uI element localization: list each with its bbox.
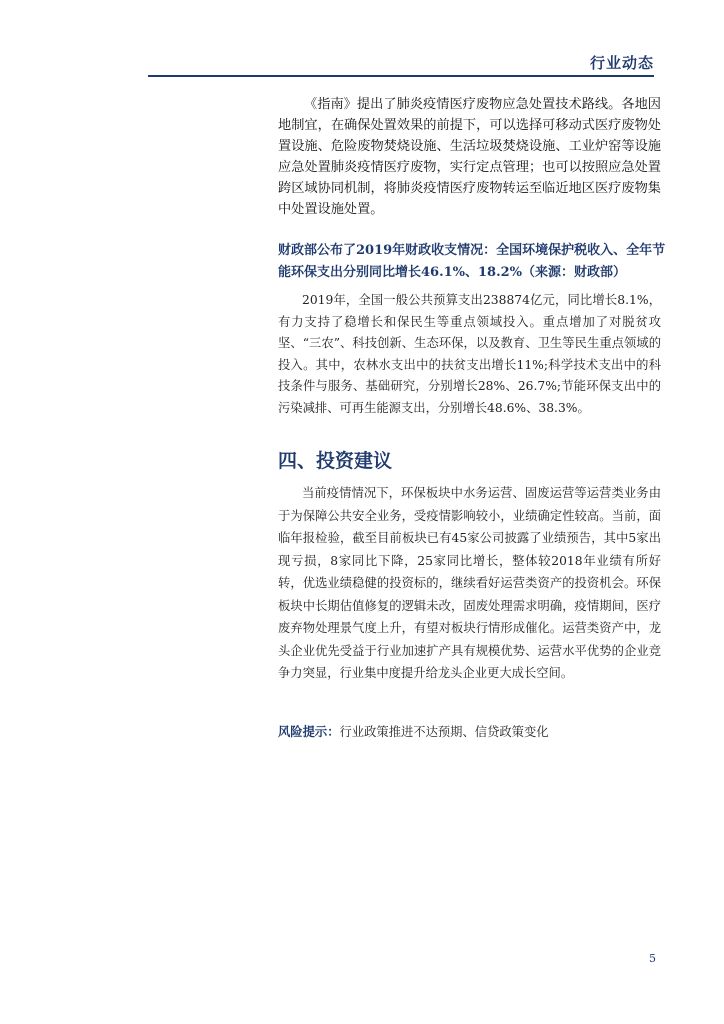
risk-label: 风险提示：: [278, 725, 340, 739]
header-title: 行业动态: [589, 54, 654, 72]
news-heading: 财政部公布了2019年财政收支情况：全国环境保护税收入、全年节能环保支出分别同比增长46.1%、18.2%（来源：财政部）: [278, 243, 666, 280]
risk-text: 行业政策推进不达预期、信贷政策变化: [339, 725, 549, 739]
section-title: 四、投资建议: [278, 450, 393, 472]
header-rule: [148, 75, 654, 77]
risk-note: [278, 722, 678, 742]
intro-paragraph: 《指南》提出了肺炎疫情医疗废物应急处置技术路线。各地因地制宜，在确保处置效果的前提下，可以选择可移动式医疗废物处置设施、危险废物焚烧设施、生活垃圾焚烧设施、工业炉窑等设施应急处置肺炎疫情医疗废物，实行定点管理；也可以按照应急处置跨区域协同机制，将肺炎疫情医疗废物转运至临近地区医疗废物集中处置设施处置。: [278, 97, 661, 217]
news-body: 2019年，全国一般公共预算支出238874亿元，同比增长8.1%，有力支持了稳增长和保民生等重点领域投入。重点增加了对脱贫攻坚、“三农”、科技创新、生态环保，以及教育、卫生等民生重点领域的投入。其中，农林水支出中的扶贫支出增长11%;科学技术支出中的科技条件与服务、基础研究，分别增长28%、26.7%;节能环保支出中的污染减排、可再生能源支出，分别增长48.6%、38.3%。: [278, 293, 661, 415]
page-number: 5: [649, 952, 656, 965]
section-body: 当前疫情情况下，环保板块中水务运营、固废运营等运营类业务由于为保障公共安全业务，受疫情影响较小，业绩确定性较高。当前，面临年报检验，截至目前板块已有45家公司披露了业绩预告，其中5家出现亏损，8家同比下降，25家同比增长，整体较2018年业绩有所好转，优选业绩稳健的投资标的，继续看好运营类资产的投资机会。环保板块中长期估值修复的逻辑未改，固废处理需求明确，疫情期间，医疗废弃物处理景气度上升，有望对板块行情形成催化。运营类资产中，龙头企业优先受益于行业加速扩产具有规模优势、运营水平优势的企业竞争力突显，行业集中度提升给龙头企业更大成长空间。: [278, 486, 661, 680]
